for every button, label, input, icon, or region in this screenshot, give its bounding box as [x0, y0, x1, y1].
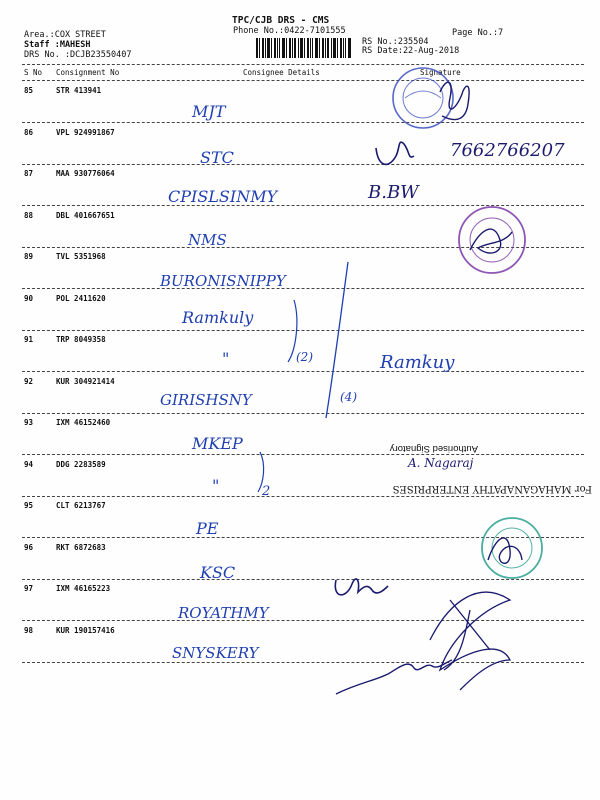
row-consignee-handwritten: BURONISNIPPY: [160, 272, 286, 290]
bracket-note-2b: 2: [262, 484, 271, 499]
row-consignment-number: CLT 6213767: [56, 501, 106, 510]
row-consignment-number: KUR 190157416: [56, 626, 115, 635]
row-sno: 91: [24, 335, 34, 344]
seal-stamp-teal-icon: [482, 518, 542, 578]
row-consignment-number: DBL 401667651: [56, 211, 115, 220]
row-sno: 97: [24, 584, 34, 593]
row-consignment-number: POL 2411620: [56, 294, 106, 303]
row-consignment-number: RKT 6872683: [56, 543, 106, 552]
signature-stroke-85: [440, 82, 469, 119]
bracket-note-4: (4): [340, 390, 357, 404]
phone-number: Phone No.:0422-7101555: [233, 26, 346, 36]
col-header-signature: Signature: [420, 68, 461, 77]
row-sno: 94: [24, 460, 34, 469]
row-consignment-number: IXM 46165223: [56, 584, 111, 593]
rs-number: RS No.:235504: [362, 37, 429, 47]
authorised-initials: A. Nagaraj: [408, 456, 474, 470]
row-sno: 88: [24, 211, 34, 220]
document-title: TPC/CJB DRS - CMS: [232, 15, 330, 26]
rs-date: RS Date:22-Aug-2018: [362, 46, 460, 56]
signature-row-91: Ramkuy: [380, 352, 455, 373]
area-label: Area.:COX STREET: [24, 30, 106, 40]
row-consignee-handwritten: ROYATHMY: [178, 604, 269, 622]
row-consignment-number: DDG 2283589: [56, 460, 106, 469]
row-consignment-number: STR 413941: [56, 86, 102, 95]
staff-label: Staff :MAHESH: [24, 40, 91, 50]
col-header-consignment: Consignment No: [56, 68, 120, 77]
row-consignee-handwritten: NMS: [188, 231, 227, 249]
row-consignee-handwritten: PE: [196, 519, 219, 538]
seal-stamp-purple-icon: [459, 207, 525, 273]
row-sno: 85: [24, 86, 34, 95]
bracket-note-2a: (2): [296, 350, 313, 364]
row-consignee-handwritten: ": [212, 476, 220, 495]
signature-stroke-98: [336, 660, 452, 694]
signature-row-87: B.BW: [368, 182, 419, 203]
row-sno: 92: [24, 377, 34, 386]
page-number: Page No.:7: [452, 28, 504, 38]
row-consignment-number: MAA 930776064: [56, 169, 115, 178]
stamp-company-name: For MAHAGANAPATHY ENTERPRISES: [392, 483, 592, 494]
row-consignee-handwritten: KSC: [200, 563, 236, 582]
drs-number: DRS No. :DCJB23550407: [24, 50, 132, 60]
signature-stroke-96: [335, 579, 388, 595]
row-consignment-number: KUR 304921414: [56, 377, 115, 386]
row-consignee-handwritten: STC: [200, 148, 234, 167]
seal-stamp-icon: [393, 68, 453, 128]
row-sno: 93: [24, 418, 34, 427]
row-sno: 89: [24, 252, 34, 261]
col-header-sno: S No: [24, 68, 43, 77]
row-consignee-handwritten: MKEP: [192, 434, 243, 453]
row-sno: 95: [24, 501, 34, 510]
row-sno: 98: [24, 626, 34, 635]
stamp-authorised-signatory: Authorised Signatory: [389, 443, 478, 454]
row-consignment-number: VPL 924991867: [56, 128, 115, 137]
row-consignee-handwritten: ": [222, 349, 230, 368]
row-consignee-handwritten: CPISLSINMY: [168, 187, 278, 206]
row-consignee-handwritten: MJT: [192, 102, 226, 121]
row-consignee-handwritten: GIRISHSNY: [160, 391, 252, 409]
signature-stroke-86: [376, 142, 414, 164]
handwritten-phone-note: 7662766207: [450, 140, 565, 161]
row-consignee-handwritten: SNYSKERY: [172, 644, 259, 662]
signature-scribble-97: [430, 592, 510, 690]
row-sno: 86: [24, 128, 34, 137]
row-sno: 87: [24, 169, 34, 178]
signature-stroke-88: [470, 229, 512, 253]
row-consignment-number: IXM 46152460: [56, 418, 111, 427]
row-consignment-number: TVL 5351968: [56, 252, 106, 261]
row-sno: 96: [24, 543, 34, 552]
row-consignment-number: TRP 8049358: [56, 335, 106, 344]
row-consignee-handwritten: Ramkuly: [182, 308, 254, 327]
col-header-consignee: Consignee Details: [243, 68, 320, 77]
row-sno: 90: [24, 294, 34, 303]
